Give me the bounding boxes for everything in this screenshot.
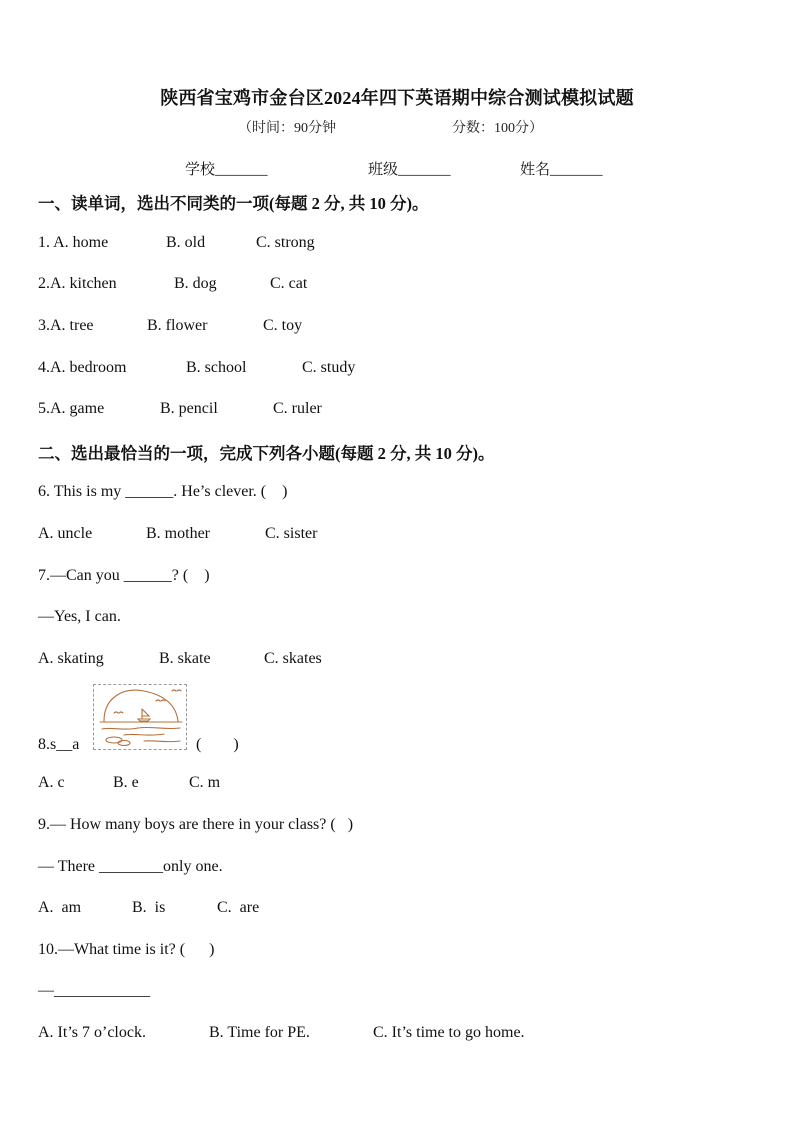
q6-option-c: C. sister	[265, 525, 318, 542]
q4-option-b: B. school	[186, 359, 247, 376]
section-1-heading: 一、读单词，选出不同类的一项(每题 2 分, 共 10 分)。	[38, 194, 429, 213]
q7-reply: —Yes, I can.	[38, 608, 121, 625]
q4-option-a: 4.A. bedroom	[38, 359, 127, 376]
q1-option-c: C. strong	[256, 234, 315, 251]
q1-option-a: 1. A. home	[38, 234, 109, 251]
q8-option-b: B. e	[113, 774, 139, 791]
q10-stem: 10.—What time is it? ( )	[38, 941, 215, 958]
q3-option-c: C. toy	[263, 317, 303, 334]
q3-option-a: 3.A. tree	[38, 317, 94, 334]
exam-title: 陕西省宝鸡市金台区2024年四下英语期中综合测试模拟试题	[160, 88, 634, 108]
q10-option-a: A. It’s 7 o’clock.	[38, 1024, 146, 1041]
q6-stem: 6. This is my ______. He’s clever. ( )	[38, 483, 288, 500]
q8-option-a: A. c	[38, 774, 65, 791]
q9-option-c: C. are	[217, 899, 260, 916]
exam-time: （时间：90分钟	[238, 121, 336, 136]
sunset-sea-picture	[93, 684, 187, 750]
q9-option-a: A. am	[38, 899, 82, 916]
q9-stem: 9.— How many boys are there in your class? ( )	[38, 816, 354, 833]
q10-reply: —____________	[38, 982, 150, 999]
q8-answer-paren: ( )	[196, 736, 239, 753]
sunset-sea-icon	[94, 685, 186, 749]
q9-reply: — There ________only one.	[38, 858, 223, 875]
q7-stem: 7.—Can you ______? ( )	[38, 567, 210, 584]
q7-option-a: A. skating	[38, 650, 104, 667]
q6-option-a: A. uncle	[38, 525, 93, 542]
q8-option-c: C. m	[189, 774, 221, 791]
q6-option-b: B. mother	[146, 525, 210, 542]
school-field: 学校_______	[185, 162, 268, 178]
q3-option-b: B. flower	[147, 317, 208, 334]
q5-option-b: B. pencil	[160, 400, 218, 417]
q10-option-b: B. Time for PE.	[209, 1024, 310, 1041]
q7-option-c: C. skates	[264, 650, 322, 667]
q1-option-b: B. old	[166, 234, 206, 251]
name-field: 姓名_______	[520, 162, 603, 178]
q10-option-c: C. It’s time to go home.	[373, 1024, 525, 1041]
section-2-heading: 二、选出最恰当的一项，完成下列各小题(每题 2 分, 共 10 分)。	[38, 444, 495, 463]
q4-option-c: C. study	[302, 359, 356, 376]
q9-option-b: B. is	[132, 899, 166, 916]
q2-option-c: C. cat	[270, 275, 308, 292]
exam-score: 分数：100分）	[452, 121, 543, 136]
q5-option-c: C. ruler	[273, 400, 322, 417]
q2-option-a: 2.A. kitchen	[38, 275, 117, 292]
q8-stem: 8.s__a	[38, 736, 80, 753]
q7-option-b: B. skate	[159, 650, 211, 667]
q5-option-a: 5.A. game	[38, 400, 105, 417]
q2-option-b: B. dog	[174, 275, 217, 292]
class-field: 班级_______	[368, 162, 451, 178]
